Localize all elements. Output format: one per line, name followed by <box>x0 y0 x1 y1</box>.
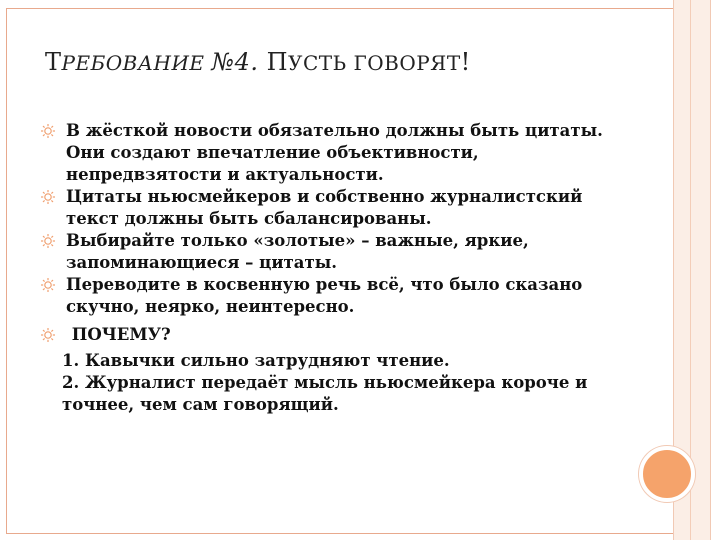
title-word-1: РЕБОВАНИЕ <box>61 51 212 75</box>
title-exclamation: ! <box>460 48 471 76</box>
title-cap-2: П <box>266 48 289 76</box>
sub-list-item: 1. Кавычки сильно затрудняют чтение. <box>62 351 450 370</box>
sun-bullet-icon <box>40 277 56 293</box>
list-item <box>38 274 638 318</box>
list-item <box>38 120 638 186</box>
bullet-text: Цитаты ньюсмейкеров и собственно журналистский текст должны быть сбалансированы. <box>66 187 583 228</box>
bullet-text: ПОЧЕМУ? <box>66 325 171 344</box>
sun-bullet-icon <box>40 189 56 205</box>
decorative-circle <box>639 446 695 502</box>
list-item <box>38 324 638 346</box>
list-item <box>38 230 638 274</box>
sub-list-item: 2. Журналист передаёт мысль ньюсмейкера короче и точнее, чем сам говорящий. <box>62 373 588 414</box>
slide-body <box>38 120 638 416</box>
bullet-text: Выбирайте только «золотые» – важные, яркие, запоминающиеся – цитаты. <box>66 231 529 272</box>
title-word-2: УСТЬ ГОВОРЯТ <box>288 51 461 75</box>
list-item <box>38 186 638 230</box>
sun-bullet-icon <box>40 123 56 139</box>
title-number: №4. <box>211 48 267 76</box>
sub-list <box>38 350 638 416</box>
sun-bullet-icon <box>40 233 56 249</box>
sun-bullet-icon <box>40 327 56 343</box>
bullet-text: Переводите в косвенную речь всё, что было сказано скучно, неярко, неинтересно. <box>66 275 583 316</box>
bullet-text: В жёсткой новости обязательно должны быть цитаты. Они создают впечатление объективности, непредвзятости и актуальности. <box>66 121 603 184</box>
title-cap-1: Т <box>45 48 62 76</box>
slide-title <box>45 48 471 76</box>
